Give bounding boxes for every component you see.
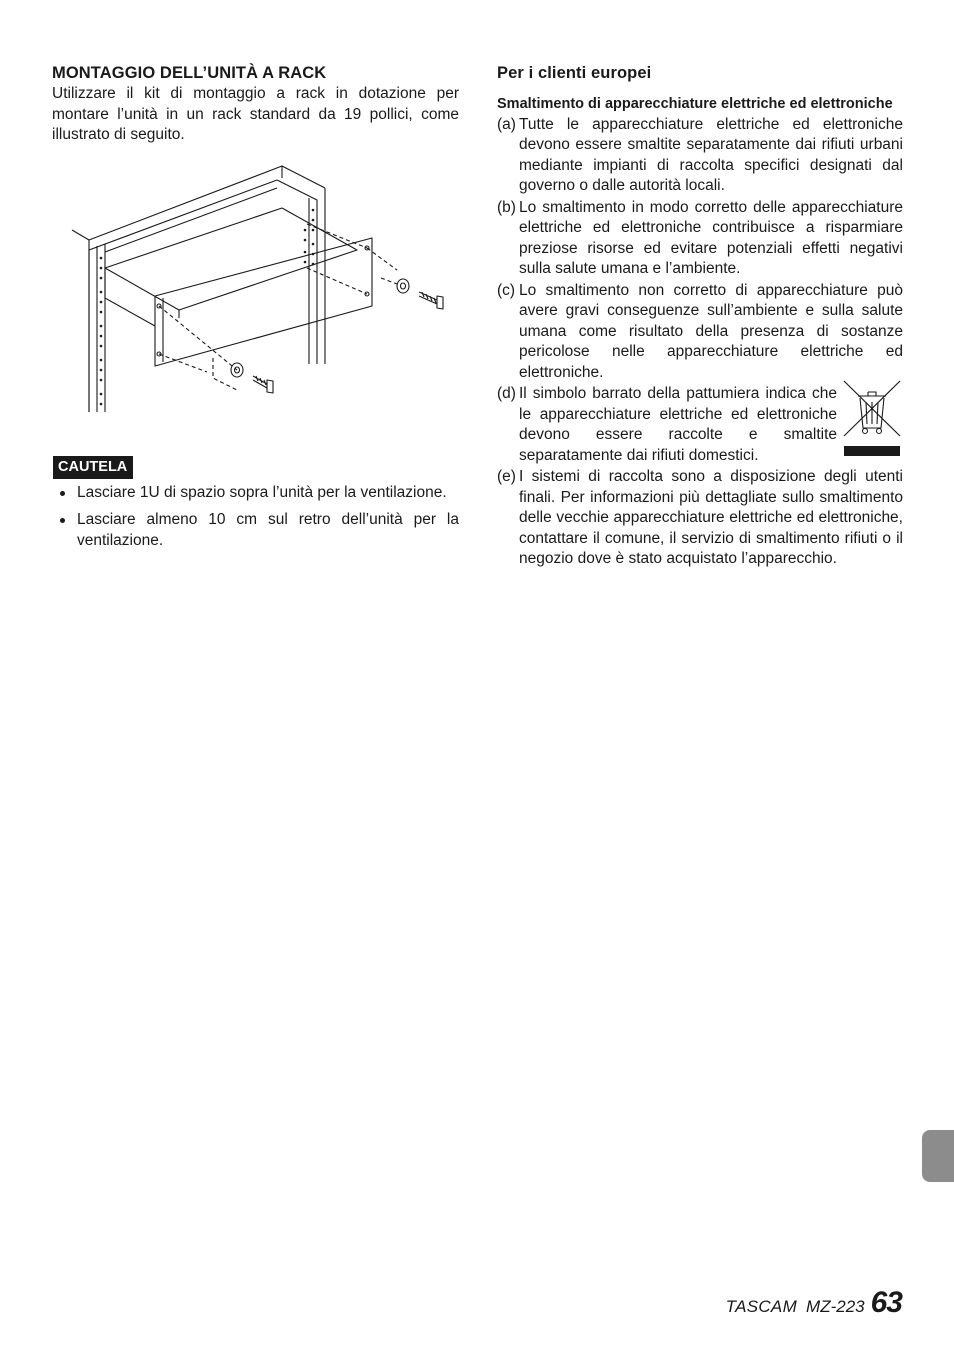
right-column [497,62,903,571]
caution-label: CAUTELA [53,456,133,479]
rack-mount-illustration [67,158,457,426]
list-item [497,467,903,570]
item-text: Lo smaltimento non corretto di apparecchiature può avere gravi conseguenze sull’ambiente e sulla salute umana come risultato della presenza di sostanze pericolose nelle apparecchiature elettriche ed elettroniche. [519,281,903,381]
list-item-text: Lasciare almeno 10 cm sul retro dell’unità per la ventilazione. [77,511,459,549]
item-text: Tutte le apparecchiature elettriche ed elettroniche devono essere smaltite separatamente dai rifiuti urbani mediante impianti di raccolta specifici designati dal governo o dalle autorità locali. [519,115,903,194]
list-item [52,510,459,551]
rack-intro-text: Utilizzare il kit di montaggio a rack in dotazione per montare l’unità in un rack standard da 19 pollici, come illustrato di seguito. [52,85,459,143]
item-text: Lo smaltimento in modo corretto delle apparecchiature elettriche ed elettroniche contribuisce a risparmiare preziose risorse ed evitare potenziali effetti negativi sulla salute umana e l’ambiente. [519,198,903,277]
bullet-dot-icon [60,491,65,496]
list-item [497,198,903,280]
item-text: Il simbolo barrato della pattumiera indica che le apparecchiature elettriche ed elettroniche devono essere raccolte e smaltite separatamente dai rifiuti domestici. [519,385,837,464]
caution-list [52,483,459,552]
section-subtitle-weee: Smaltimento di apparecchiature elettriche ed elettroniche [497,96,893,112]
item-marker: (a) [497,115,516,133]
bullet-dot-icon [60,518,65,523]
list-item [497,281,903,384]
footer-model: MZ-223 [806,1297,865,1316]
footer-brand: TASCAM [725,1297,798,1316]
crossed-out-bin-icon [841,378,903,458]
list-item-text: Lasciare 1U di spazio sopra l’unità per la ventilazione. [77,483,447,501]
item-marker: (d) [497,385,516,402]
chapter-thumb-tab [922,1130,954,1182]
weee-list [497,115,903,570]
item-marker: (e) [497,468,516,485]
page-number: 63 [870,1286,902,1319]
list-item [497,115,903,197]
section-title-rack: MONTAGGIO DELL’UNITÀ A RACK [52,64,327,82]
page-footer [726,1286,902,1320]
list-item [497,384,903,466]
list-item [52,483,459,504]
item-marker: (b) [497,198,516,216]
item-marker: (c) [497,281,516,299]
item-text: I sistemi di raccolta sono a disposizione degli utenti finali. Per informazioni più dettagliate sullo smaltimento delle vecchie apparecchiature elettriche ed elettroniche, contattare il comune, il servizio di smaltimento rifiuti o il negozio dove è stato acquistato l’apparecchio. [519,468,903,567]
section-title-eu: Per i clienti europei [497,64,652,82]
left-column [52,62,459,558]
